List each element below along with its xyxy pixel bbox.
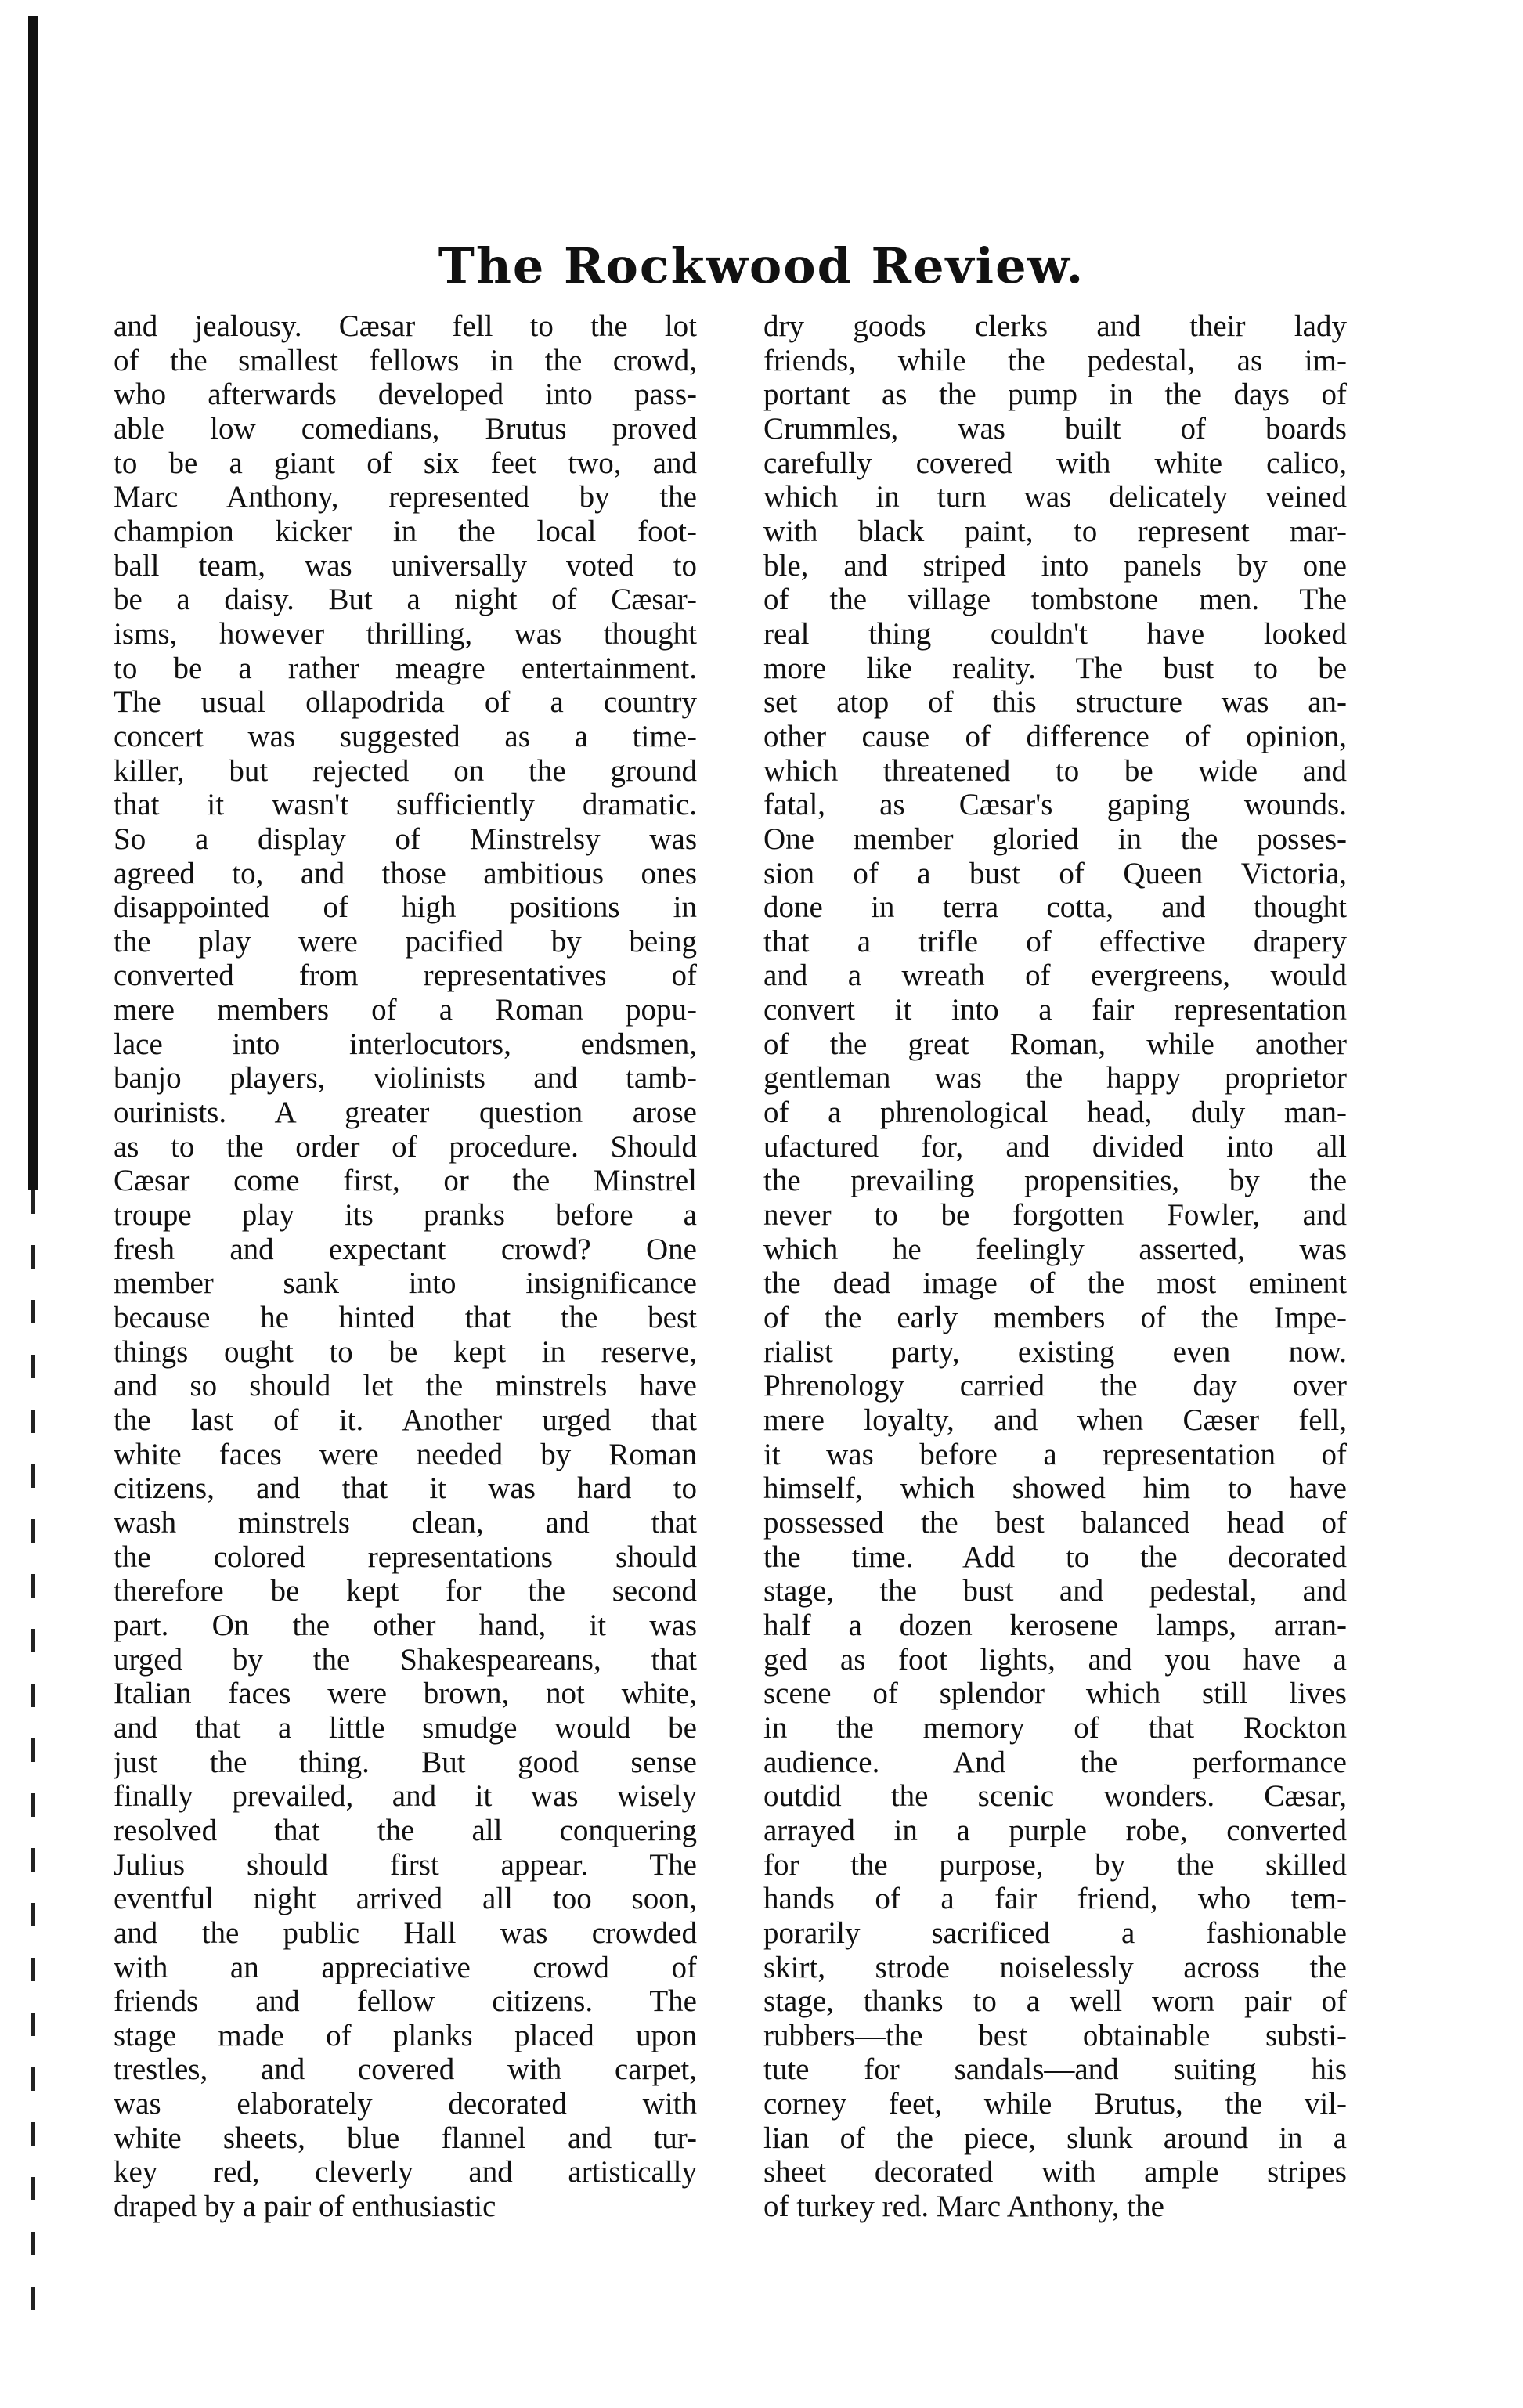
- text-line: resolved that the all conquering: [114, 1813, 697, 1847]
- text-line: scene of splendor which still lives: [763, 1677, 1347, 1711]
- text-line: Marc Anthony, represented by the: [114, 480, 697, 514]
- text-line: killer, but rejected on the ground: [114, 753, 697, 788]
- text-line: banjo players, violinists and tamb-: [114, 1061, 697, 1096]
- text-line: finally prevailed, and it was wisely: [114, 1779, 697, 1814]
- text-line: rubbers—the best obtainable substi-: [763, 2018, 1347, 2052]
- text-line: So a display of Minstrelsy was: [114, 821, 697, 856]
- text-line: to be a giant of six feet two, and: [114, 446, 697, 480]
- text-line: fatal, as Cæsar's gaping wounds.: [763, 788, 1347, 822]
- text-line: concert was suggested as a time-: [114, 719, 697, 753]
- text-line: dry goods clerks and their lady: [763, 309, 1347, 343]
- text-line: key red, cleverly and artistically: [114, 2155, 697, 2190]
- text-line: lian of the piece, slunk around in a: [763, 2121, 1347, 2155]
- text-line: which he feelingly asserted, was: [763, 1232, 1347, 1266]
- text-line: other cause of difference of opinion,: [763, 719, 1347, 753]
- text-line: able low comedians, Brutus proved: [114, 411, 697, 446]
- text-line: white sheets, blue flannel and tur-: [114, 2121, 697, 2155]
- text-line: was elaborately decorated with: [114, 2087, 697, 2121]
- text-line: that a trifle of effective drapery: [763, 924, 1347, 959]
- text-line: of the village tombstone men. The: [763, 583, 1347, 617]
- text-line: of the smallest fellows in the crowd,: [114, 343, 697, 377]
- text-line: real thing couldn't have looked: [763, 616, 1347, 651]
- text-line: porarily sacrificed a fashionable: [763, 1915, 1347, 1950]
- text-line: never to be forgotten Fowler, and: [763, 1198, 1347, 1233]
- text-line: audience. And the performance: [763, 1745, 1347, 1779]
- text-line: Phrenology carried the day over: [763, 1369, 1347, 1403]
- text-line: just the thing. But good sense: [114, 1745, 697, 1779]
- text-line: Crummles, was built of boards: [763, 411, 1347, 446]
- text-line: mere members of a Roman popu-: [114, 993, 697, 1027]
- text-line: gentleman was the happy proprietor: [763, 1061, 1347, 1096]
- text-line: The usual ollapodrida of a country: [114, 685, 697, 720]
- text-line: sion of a bust of Queen Victoria,: [763, 856, 1347, 890]
- text-line: draped by a pair of enthusiastic: [114, 2190, 496, 2224]
- text-line: part. On the other hand, it was: [114, 1608, 697, 1642]
- text-line: the time. Add to the decorated: [763, 1540, 1347, 1574]
- text-line: the last of it. Another urged that: [114, 1403, 697, 1437]
- text-line: with an appreciative crowd of: [114, 1950, 697, 1984]
- text-line: which threatened to be wide and: [763, 753, 1347, 788]
- text-column-left: [114, 309, 697, 2322]
- text-line: the dead image of the most eminent: [763, 1266, 1347, 1301]
- text-line: Julius should first appear. The: [114, 1847, 697, 1882]
- text-line: ufactured for, and divided into all: [763, 1129, 1347, 1164]
- text-line: ged as foot lights, and you have a: [763, 1642, 1347, 1677]
- text-line: rialist party, existing even now.: [763, 1334, 1347, 1369]
- text-line: the play were pacified by being: [114, 924, 697, 959]
- margin-rule-dashed: [31, 1190, 35, 2341]
- text-line: fresh and expectant crowd? One: [114, 1232, 697, 1266]
- text-line: lace into interlocutors, endsmen,: [114, 1027, 697, 1061]
- text-line: eventful night arrived all too soon,: [114, 1882, 697, 1916]
- text-line: of the early members of the Impe-: [763, 1301, 1347, 1335]
- text-line: in the memory of that Rockton: [763, 1710, 1347, 1745]
- text-line: member sank into insignificance: [114, 1266, 697, 1301]
- text-line: converted from representatives of: [114, 959, 697, 993]
- text-line: things ought to be kept in reserve,: [114, 1334, 697, 1369]
- text-line: the prevailing propensities, by the: [763, 1164, 1347, 1198]
- text-line: ball team, was universally voted to: [114, 548, 697, 583]
- text-line: trestles, and covered with carpet,: [114, 2052, 697, 2087]
- text-line: more like reality. The bust to be: [763, 651, 1347, 685]
- text-line: possessed the best balanced head of: [763, 1505, 1347, 1540]
- text-line: for the purpose, by the skilled: [763, 1847, 1347, 1882]
- text-line: ble, and striped into panels by one: [763, 548, 1347, 583]
- text-line: outdid the scenic wonders. Cæsar,: [763, 1779, 1347, 1814]
- text-line: sheet decorated with ample stripes: [763, 2155, 1347, 2190]
- text-line: disappointed of high positions in: [114, 890, 697, 925]
- text-line: white faces were needed by Roman: [114, 1437, 697, 1471]
- text-line: of a phrenological head, duly man-: [763, 1096, 1347, 1130]
- text-line: agreed to, and those ambitious ones: [114, 856, 697, 890]
- text-line: wash minstrels clean, and that: [114, 1505, 697, 1540]
- text-line: with black paint, to represent mar-: [763, 514, 1347, 548]
- text-line: urged by the Shakespeareans, that: [114, 1642, 697, 1677]
- text-line: it was before a representation of: [763, 1437, 1347, 1471]
- text-line: which in turn was delicately veined: [763, 480, 1347, 514]
- text-line: convert it into a fair representation: [763, 993, 1347, 1027]
- text-line: and the public Hall was crowded: [114, 1915, 697, 1950]
- text-line: skirt, strode noiselessly across the: [763, 1950, 1347, 1984]
- text-line: because he hinted that the best: [114, 1301, 697, 1335]
- margin-rule: [28, 16, 38, 1190]
- text-line: of turkey red. Marc Anthony, the: [763, 2190, 1164, 2224]
- text-line: done in terra cotta, and thought: [763, 890, 1347, 925]
- text-line: arrayed in a purple robe, converted: [763, 1813, 1347, 1847]
- text-line: tute for sandals—and suiting his: [763, 2052, 1347, 2087]
- text-line: friends, while the pedestal, as im-: [763, 343, 1347, 377]
- text-line: that it wasn't sufficiently dramatic.: [114, 788, 697, 822]
- page-title: The Rockwood Review.: [438, 237, 1085, 294]
- text-line: ourinists. A greater question arose: [114, 1096, 697, 1130]
- text-line: and so should let the minstrels have: [114, 1369, 697, 1403]
- text-line: isms, however thrilling, was thought: [114, 616, 697, 651]
- text-line: carefully covered with white calico,: [763, 446, 1347, 480]
- text-column-right: [763, 309, 1347, 2322]
- text-line: be a daisy. But a night of Cæsar-: [114, 583, 697, 617]
- text-line: of the great Roman, while another: [763, 1027, 1347, 1061]
- text-line: the colored representations should: [114, 1540, 697, 1574]
- text-line: Cæsar come first, or the Minstrel: [114, 1164, 697, 1198]
- text-line: who afterwards developed into pass-: [114, 377, 697, 412]
- text-line: and that a little smudge would be: [114, 1710, 697, 1745]
- text-line: corney feet, while Brutus, the vil-: [763, 2087, 1347, 2121]
- text-line: to be a rather meagre entertainment.: [114, 651, 697, 685]
- text-line: troupe play its pranks before a: [114, 1198, 697, 1233]
- text-line: mere loyalty, and when Cæser fell,: [763, 1403, 1347, 1437]
- text-line: portant as the pump in the days of: [763, 377, 1347, 412]
- text-line: hands of a fair friend, who tem-: [763, 1882, 1347, 1916]
- text-line: therefore be kept for the second: [114, 1574, 697, 1608]
- text-line: himself, which showed him to have: [763, 1471, 1347, 1506]
- text-line: half a dozen kerosene lamps, arran-: [763, 1608, 1347, 1642]
- text-line: One member gloried in the posses-: [763, 821, 1347, 856]
- text-line: as to the order of procedure. Should: [114, 1129, 697, 1164]
- text-line: champion kicker in the local foot-: [114, 514, 697, 548]
- text-line: and jealousy. Cæsar fell to the lot: [114, 309, 697, 343]
- text-line: stage made of planks placed upon: [114, 2018, 697, 2052]
- text-line: stage, the bust and pedestal, and: [763, 1574, 1347, 1608]
- text-line: Italian faces were brown, not white,: [114, 1677, 697, 1711]
- text-line: citizens, and that it was hard to: [114, 1471, 697, 1506]
- text-line: and a wreath of evergreens, would: [763, 959, 1347, 993]
- text-line: stage, thanks to a well worn pair of: [763, 1984, 1347, 2019]
- text-line: friends and fellow citizens. The: [114, 1984, 697, 2019]
- text-line: set atop of this structure was an-: [763, 685, 1347, 720]
